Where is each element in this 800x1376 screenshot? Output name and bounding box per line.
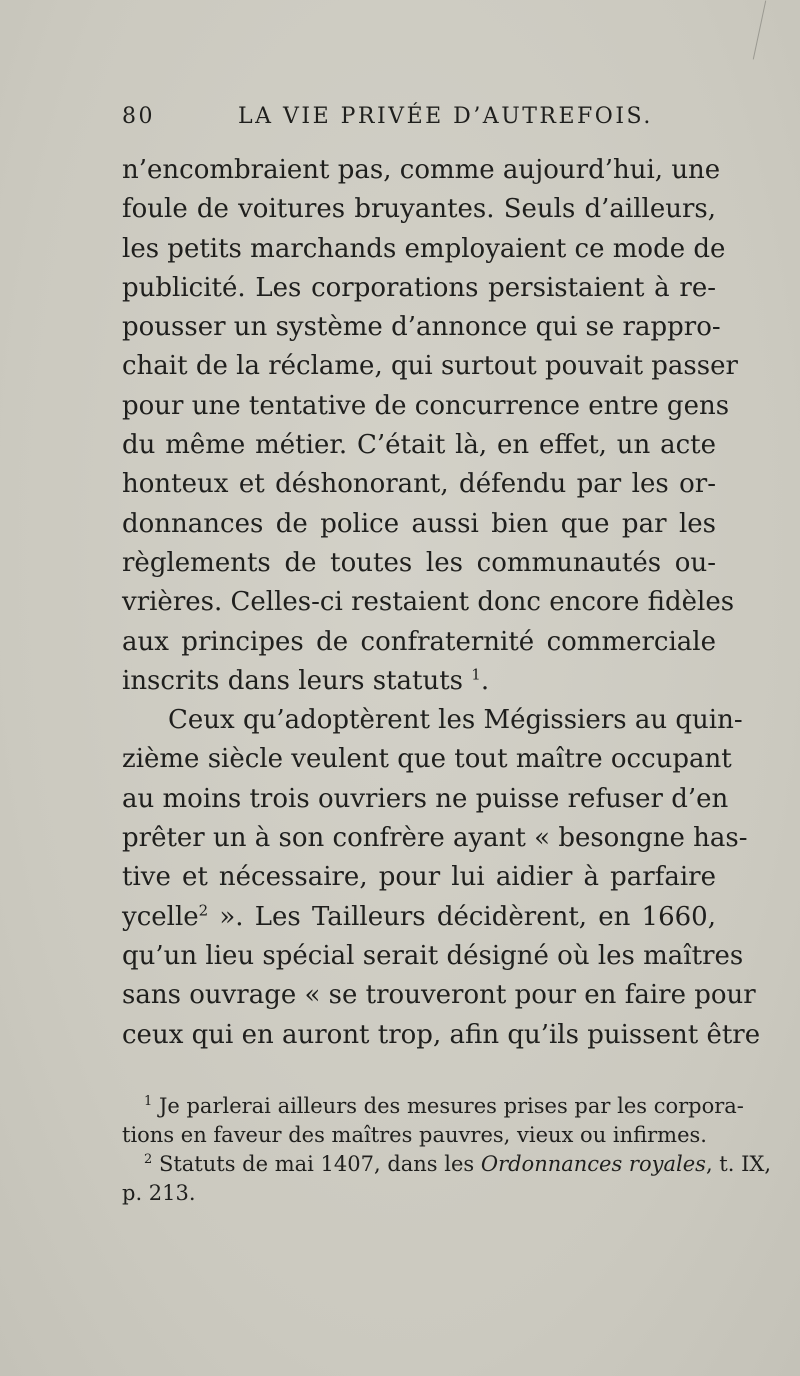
text-line: zième siècle veulent que tout maître occupant	[122, 744, 732, 775]
text-line: Ceux qu’adoptèrent les Mégissiers au quin-	[168, 705, 743, 736]
footnote-ref: 1	[471, 665, 481, 684]
paragraph-end-line	[122, 662, 716, 701]
text-line: du même métier. C’était là, en effet, un acte	[122, 430, 716, 461]
text-line: les petits marchands employaient ce mode de	[122, 233, 726, 264]
text-line: publicité. Les corporations persistaient à re-	[122, 272, 716, 303]
text-line: vrières. Celles-ci restaient donc encore fidèles	[122, 587, 735, 618]
text-line: prêter un à son confrère ayant « besongne has-	[122, 823, 748, 854]
page-number: 80	[122, 104, 155, 129]
text-line: sans ouvrage « se trouveront pour en faire pour	[122, 980, 756, 1011]
text-line: aux principes de confraternité commerciale	[122, 626, 716, 657]
text-fragment: ». Les Tailleurs décidèrent, en 1660,	[208, 901, 716, 932]
footnote-mark: 1	[144, 1094, 153, 1109]
text-fragment: .	[480, 665, 490, 696]
footnote-italic-title: Ordonnances royales	[480, 1152, 706, 1176]
footnotes	[122, 1092, 771, 1208]
text-line: honteux et déshonorant, défendu par les or-	[122, 469, 716, 500]
text-line: donnances de police aussi bien que par les	[122, 508, 716, 539]
text-line: n’encombraient pas, comme aujourd’hui, une	[122, 155, 721, 185]
footnote-ref: 2	[198, 900, 209, 919]
footnote-mark: 2	[144, 1152, 153, 1167]
text-line: règlements de toutes les communautés ou-	[122, 547, 716, 578]
text-line: ceux qui en auront trop, afin qu’ils puissent être	[122, 1019, 761, 1050]
running-title: LA VIE PRIVÉE D’AUTREFOIS.	[238, 104, 653, 129]
text-line: chait de la réclame, qui surtout pouvait passer	[122, 351, 738, 382]
body-text	[122, 151, 761, 1055]
text-line: au moins trois ouvriers ne puisse refuser d’en	[122, 783, 729, 814]
text-fragment: ycelle	[122, 901, 199, 932]
footnote-text: Je parlerai ailleurs des mesures prises par les corpora-	[152, 1094, 744, 1118]
text-line: tive et nécessaire, pour lui aidier à parfaire	[122, 862, 716, 893]
footnote-text: Statuts de mai 1407, dans les	[152, 1152, 481, 1176]
running-header	[122, 104, 722, 144]
text-line-with-note	[122, 898, 716, 937]
margin-mark	[753, 1, 766, 60]
text-line: pousser un système d’annonce qui se rappro-	[122, 312, 721, 343]
footnote-text: , t. IX,	[705, 1152, 771, 1176]
text-line: pour une tentative de concurrence entre gens	[122, 390, 730, 421]
footnote-1-cont: tions en faveur des maîtres pauvres, vieux ou infirmes.	[122, 1123, 707, 1147]
footnote-2	[122, 1150, 771, 1179]
footnote-2-cont: p. 213.	[122, 1181, 196, 1205]
text-fragment: inscrits dans leurs statuts	[122, 665, 464, 696]
footnote-1	[122, 1092, 744, 1121]
text-line: foule de voitures bruyantes. Seuls d’ailleurs,	[122, 194, 716, 225]
text-line: qu’un lieu spécial serait désigné où les maîtres	[122, 940, 744, 971]
